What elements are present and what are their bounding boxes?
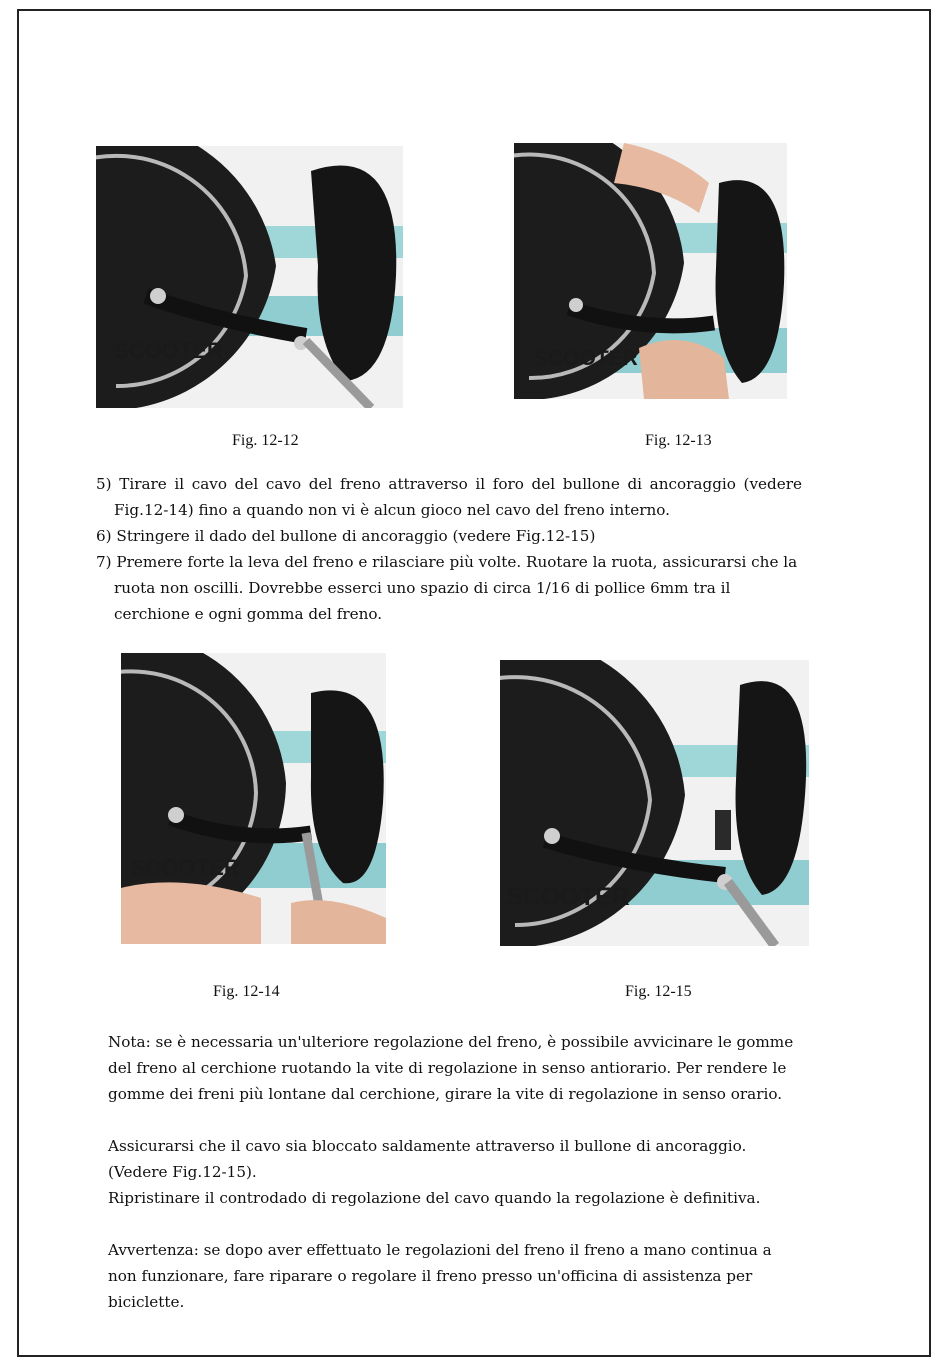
step-5: 5) Tirare il cavo del cavo del freno attraverso il foro del bullone di ancoraggio (vedere Fig.12-14) fino a quando non vi è alcun gioco nel cavo del freno interno. [96, 475, 802, 519]
steps-list [96, 471, 802, 627]
note-warning: Avvertenza: se dopo aver effettuato le regolazioni del freno il freno a mano continua a non funzionare, fare riparare o regolare il freno presso un'officina di assistenza per biciclette. [108, 1241, 772, 1311]
scooter-label: SCOOTER [131, 855, 240, 880]
step-7: 7) Premere forte la leva del freno e rilasciare più volte. Ruotare la ruota, assicurarsi che la ruota non oscilli. Dovrebbe esserci uno spazio di circa 1/16 di pollice 6mm tra il cerchione e ogni gomma del freno. [96, 553, 798, 623]
spacer [108, 1211, 798, 1237]
note-locknut: Ripristinare il controdado di regolazione del cavo quando la regolazione è definitiva. [108, 1189, 761, 1207]
figure-12-12-photo [96, 146, 403, 408]
scooter-label: SCOOTER [114, 338, 223, 363]
step-6: 6) Stringere il dado del bullone di ancoraggio (vedere Fig.12-15) [96, 527, 596, 545]
note-cable-locked: Assicurarsi che il cavo sia bloccato saldamente attraverso il bullone di ancoraggio. (Vedere Fig.12-15). [108, 1137, 747, 1181]
figure-12-14-photo [121, 653, 386, 944]
figure-12-13-photo [514, 143, 787, 399]
scooter-label: SCOOTER [506, 883, 630, 911]
notes-block [108, 1029, 798, 1315]
spacer [108, 1107, 798, 1133]
figure-12-13-caption: Fig. 12-13 [645, 432, 712, 449]
figure-12-12-caption: Fig. 12-12 [232, 432, 299, 449]
figure-12-15-photo [500, 660, 809, 946]
note-adjustment: Nota: se è necessaria un'ulteriore regolazione del freno, è possibile avvicinare le gomme del freno al cerchione ruotando la vite di regolazione in senso antiorario. Per rendere le gomme dei freni più lontane dal cerchione, girare la vite di regolazione in senso orario. [108, 1033, 794, 1103]
figure-12-15-caption: Fig. 12-15 [625, 983, 692, 1000]
figure-12-14-caption: Fig. 12-14 [213, 983, 280, 1000]
scooter-label: SCOOTER [534, 347, 638, 370]
